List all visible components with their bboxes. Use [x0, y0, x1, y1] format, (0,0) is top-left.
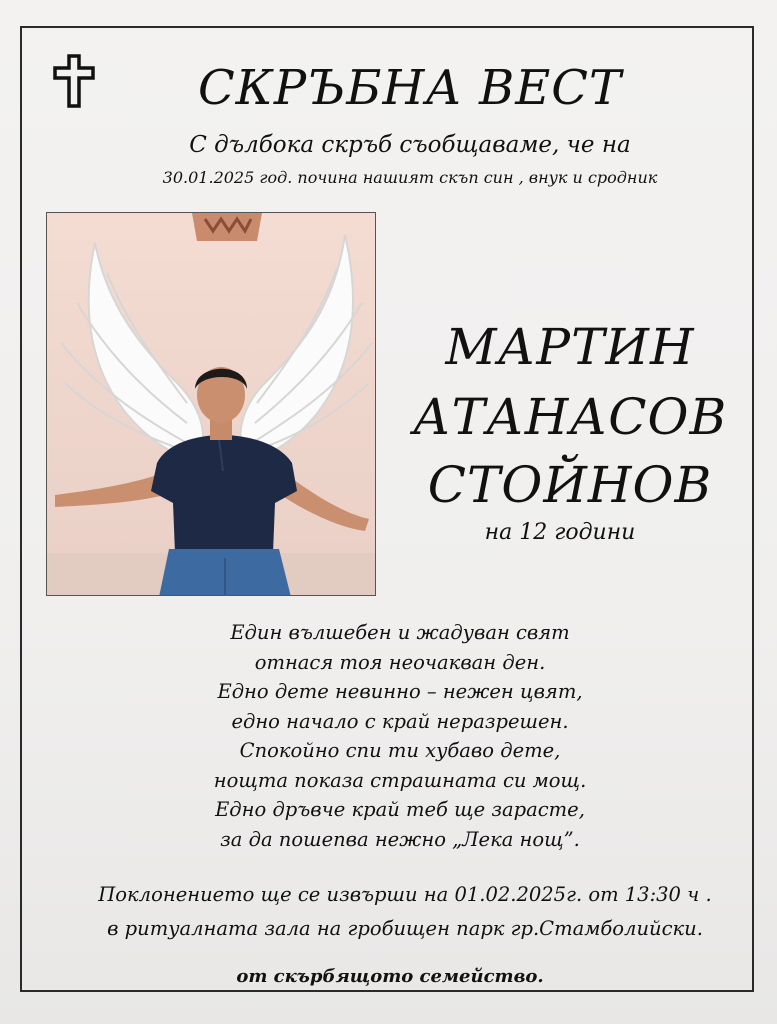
ceremony-details: [60, 878, 750, 946]
poem-line: отнася тоя неочакван ден.: [254, 650, 546, 674]
cross-icon: [52, 54, 96, 108]
deceased-first-name: МАРТИН: [445, 318, 695, 376]
ceremony-line: Поклонението ще се извърши на 01.02.2025г. от 13:30 ч .: [98, 883, 712, 906]
poem-line: Спокойно спи ти хубаво дете,: [239, 739, 561, 762]
poem-line: нощта показа страшната си мощ.: [213, 768, 587, 792]
deceased-age: на 12 години: [484, 520, 636, 545]
family-signature: от скърбящото семейство.: [236, 966, 544, 987]
deceased-last-name: СТОЙНОВ: [427, 456, 713, 514]
intro-line-1: С дълбока скръб съобщаваме, че на: [189, 132, 631, 158]
poem-line: за да пошепва нежно „Лека нощ”.: [220, 827, 580, 851]
poem-line: Едно дете невинно – нежен цвят,: [217, 680, 583, 703]
poem-line: едно начало с край неразрешен.: [231, 709, 569, 733]
memorial-photo: [46, 212, 376, 596]
notice-heading: СКРЪБНА ВЕСТ: [197, 60, 623, 116]
poem-line: Едно дръвче край теб ще зарасте,: [215, 798, 585, 821]
memorial-poem: [150, 618, 650, 854]
intro-line-2: 30.01.2025 год. почина нашият скъп син , внук и сродник: [162, 168, 658, 187]
deceased-middle-name: АТАНАСОВ: [412, 388, 728, 446]
poem-line: Един вълшебен и жадуван свят: [230, 621, 570, 644]
ceremony-line: в ритуалната зала на гробищен парк гр.Стамболийски.: [107, 917, 703, 940]
boy-portrait-image: [47, 213, 376, 596]
